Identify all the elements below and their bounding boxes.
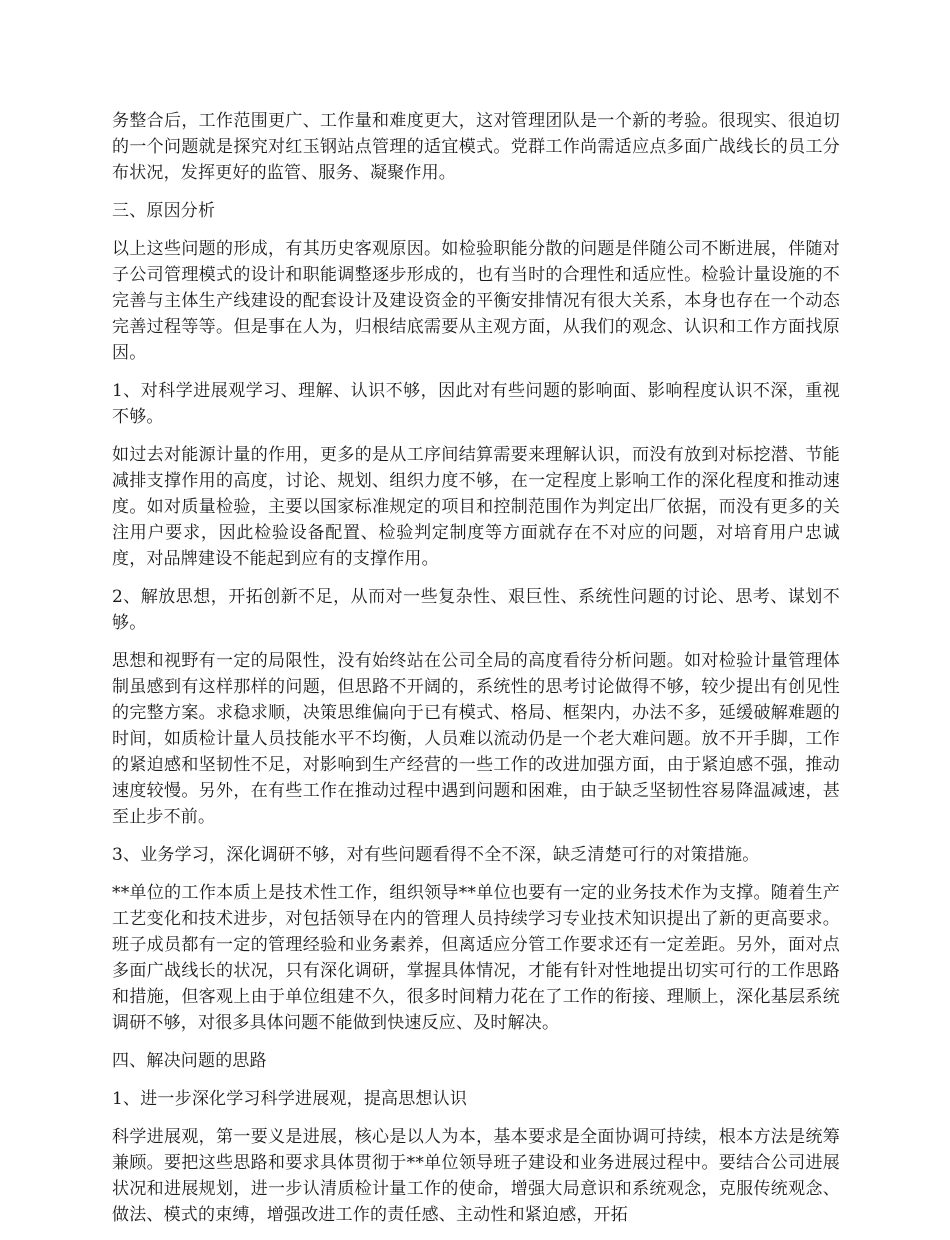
subheading-cause-3: 3、业务学习，深化调研不够，对有些问题看得不全不深，缺乏清楚可行的对策措施。 (112, 845, 760, 865)
paragraph-cause-1-detail: 如过去对能源计量的作用，更多的是从工序间结算需要来理解认识，而没有放到对标挖潜、节能减排支撑作用的高度，讨论、规划、组织力度不够，在一定程度上影响工作的深化程度和推动速度。如对质量检验，主要以国家标准规定的项目和控制范围作为判定出厂依据，而没有更多的关注用户要求，因此检验设备配置、检验判定制度等方面就存在不对应的问题，对培育用户忠诚度，对品牌建设不能起到应有的支撑作用。 (112, 445, 840, 569)
document-page (112, 108, 840, 1240)
section-heading-cause-analysis: 三、原因分析 (112, 201, 216, 221)
section-heading-solution-ideas: 四、解决问题的思路 (112, 1051, 267, 1071)
paragraph-cause-2-detail: 思想和视野有一定的局限性，没有始终站在公司全局的高度看待分析问题。如对检验计量管理体制虽感到有这样那样的问题，但思路不开阔的，系统性的思考讨论做得不够，较少提出有创见性的完整方案。求稳求顺，决策思维偏向于已有模式、格局、框架内，办法不多，延缓破解难题的时间，如质检计量人员技能水平不均衡，人员难以流动仍是一个老大难问题。放不开手脚，工作的紧迫感和坚韧性不足，对影响到生产经营的一些工作的改进加强方面，由于紧迫感不强，推动速度较慢。另外，在有些工作在推动过程中遇到问题和困难，由于缺乏坚韧性容易降温减速，甚至止步不前。 (112, 651, 840, 827)
paragraph-cause-3-detail: **单位的工作本质上是技术性工作，组织领导**单位也要有一定的业务技术作为支撑。随着生产工艺变化和技术进步，对包括领导在内的管理人员持续学习专业技术知识提出了新的更高要求。班子成员都有一定的管理经验和业务素养，但离适应分管工作要求还有一定差距。另外，面对点多面广战线长的状况，只有深化调研，掌握具体情况，才能有针对性地提出切实可行的工作思路和措施，但客观上由于单位组建不久，很多时间精力花在了工作的衔接、理顺上，深化基层系统调研不够，对很多具体问题不能做到快速反应、及时解决。 (112, 883, 840, 1033)
subheading-cause-2: 2、解放思想，开拓创新不足，从而对一些复杂性、艰巨性、系统性问题的讨论、思考、谋划不够。 (112, 587, 840, 633)
paragraph-cause-overview: 以上这些问题的形成，有其历史客观原因。如检验职能分散的问题是伴随公司不断进展，伴随对子公司管理模式的设计和职能调整逐步形成的，也有当时的合理性和适应性。检验计量设施的不完善与主体生产线建设的配套设计及建设资金的平衡安排情况有很大关系，本身也存在一个动态完善过程等等。但是事在人为，归根结底需要从主观方面，从我们的观念、认识和工作方面找原因。 (112, 239, 840, 363)
subheading-solution-1: 1、进一步深化学习科学进展观，提高思想认识 (112, 1089, 468, 1109)
paragraph-intro-continuation: 务整合后，工作范围更广、工作量和难度更大，这对管理团队是一个新的考验。很现实、很迫切的一个问题就是探究对红玉钢站点管理的适宜模式。党群工作尚需适应点多面广战线长的员工分布状况，发挥更好的监管、服务、凝聚作用。 (112, 111, 840, 183)
paragraph-solution-1-detail: 科学进展观，第一要义是进展，核心是以人为本，基本要求是全面协调可持续，根本方法是统筹兼顾。要把这些思路和要求具体贯彻于**单位领导班子建设和业务进展过程中。要结合公司进展状况和进展规划，进一步认清质检计量工作的使命，增强大局意识和系统观念，克服传统观念、做法、模式的束缚，增强改进工作的责任感、主动性和紧迫感，开拓 (112, 1127, 840, 1225)
subheading-cause-1: 1、对科学进展观学习、理解、认识不够，因此对有些问题的影响面、影响程度认识不深，重视不够。 (112, 381, 840, 427)
